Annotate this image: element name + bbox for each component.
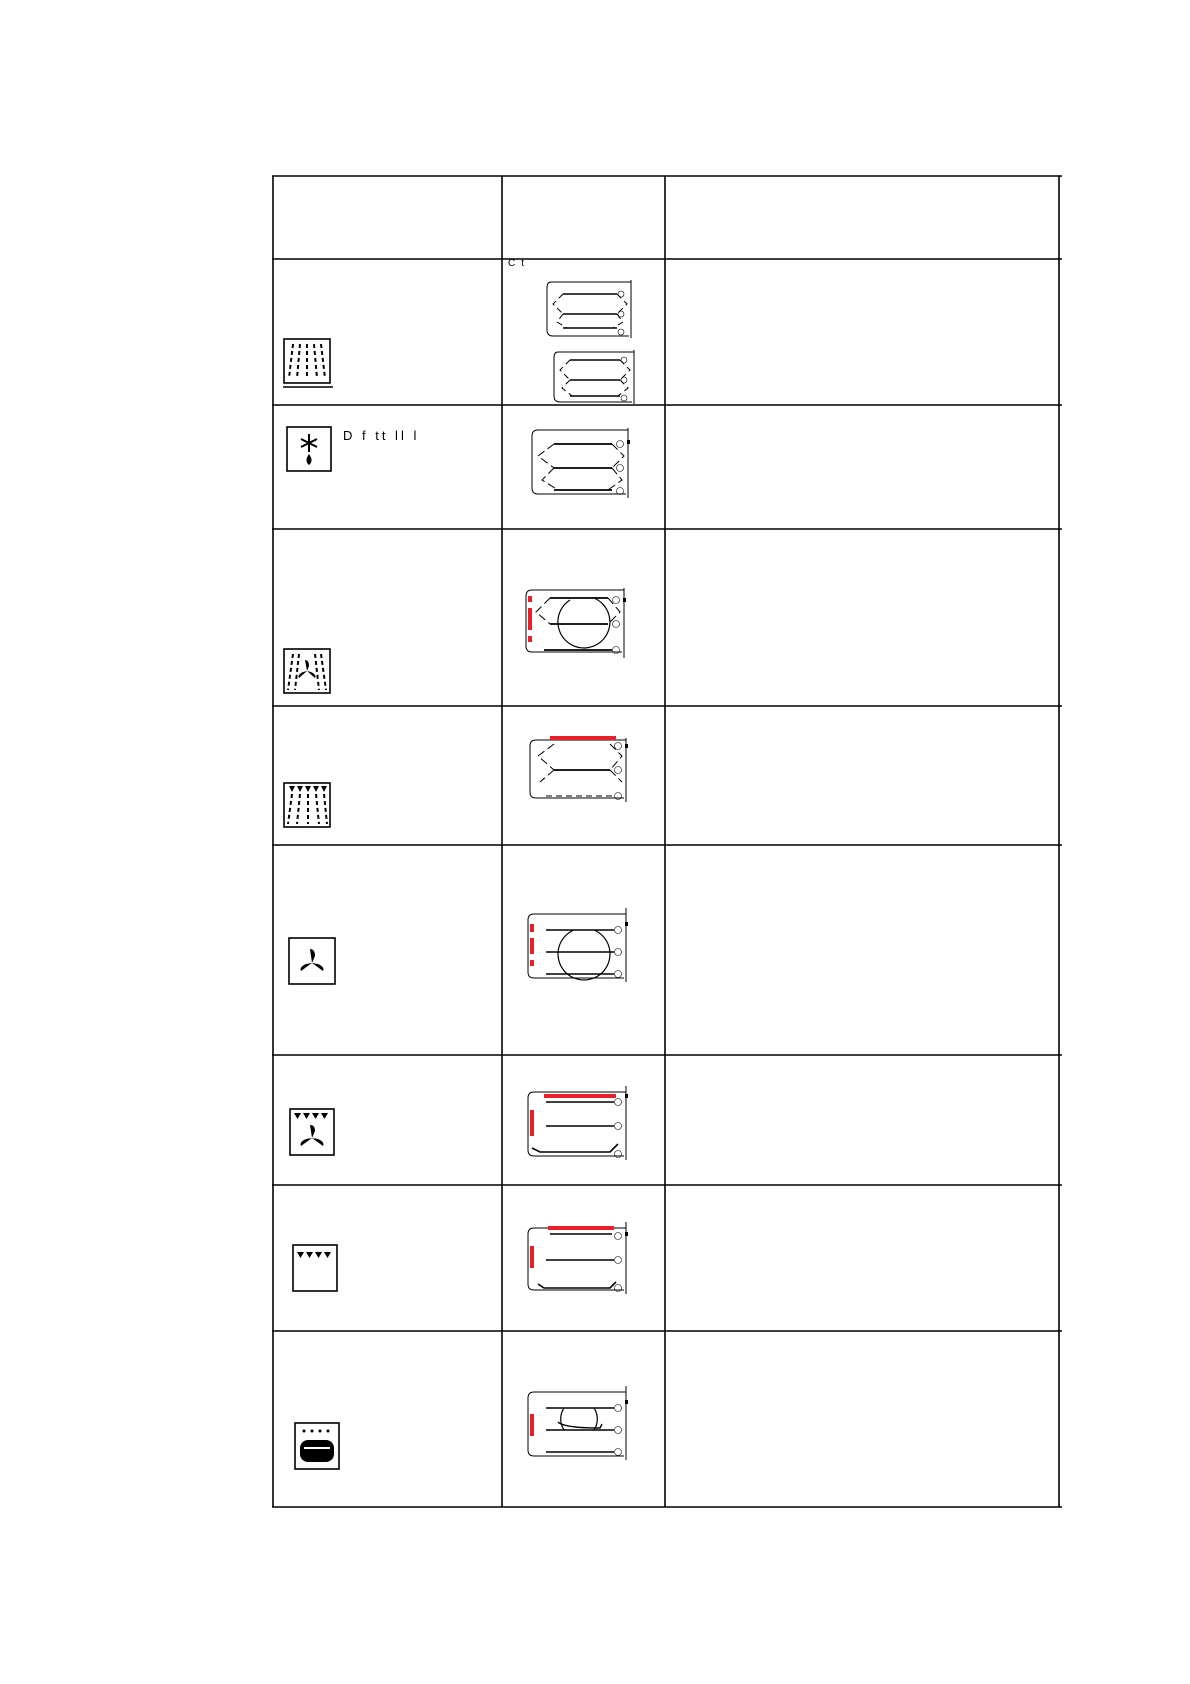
fan-assisted-shelf-diagram xyxy=(522,584,634,660)
stray-mark-2: D f tt ll l xyxy=(343,428,420,443)
top-heat-shelf-diagram xyxy=(526,734,636,804)
defrost-icon xyxy=(286,426,334,474)
fan-shelf-diagram xyxy=(524,908,636,984)
grill-fan-icon xyxy=(289,1108,337,1158)
shelf-levels-diagram xyxy=(528,424,638,500)
grill-icon xyxy=(292,1244,340,1294)
grill-shelf-diagram xyxy=(524,1222,636,1296)
grill-fan-shelf-diagram xyxy=(524,1086,636,1162)
top-bottom-heat-icon xyxy=(283,782,335,830)
stray-mark-1: Ct xyxy=(508,258,530,269)
pizza-icon xyxy=(294,1422,342,1472)
fan-icon xyxy=(288,937,338,987)
pizza-shelf-diagram xyxy=(524,1386,636,1462)
conventional-heat-icon xyxy=(283,338,335,390)
fan-assisted-heat-icon xyxy=(283,648,335,696)
shelf-levels-two-oven-diagram xyxy=(545,278,637,342)
shelf-levels-second-diagram xyxy=(550,348,642,406)
